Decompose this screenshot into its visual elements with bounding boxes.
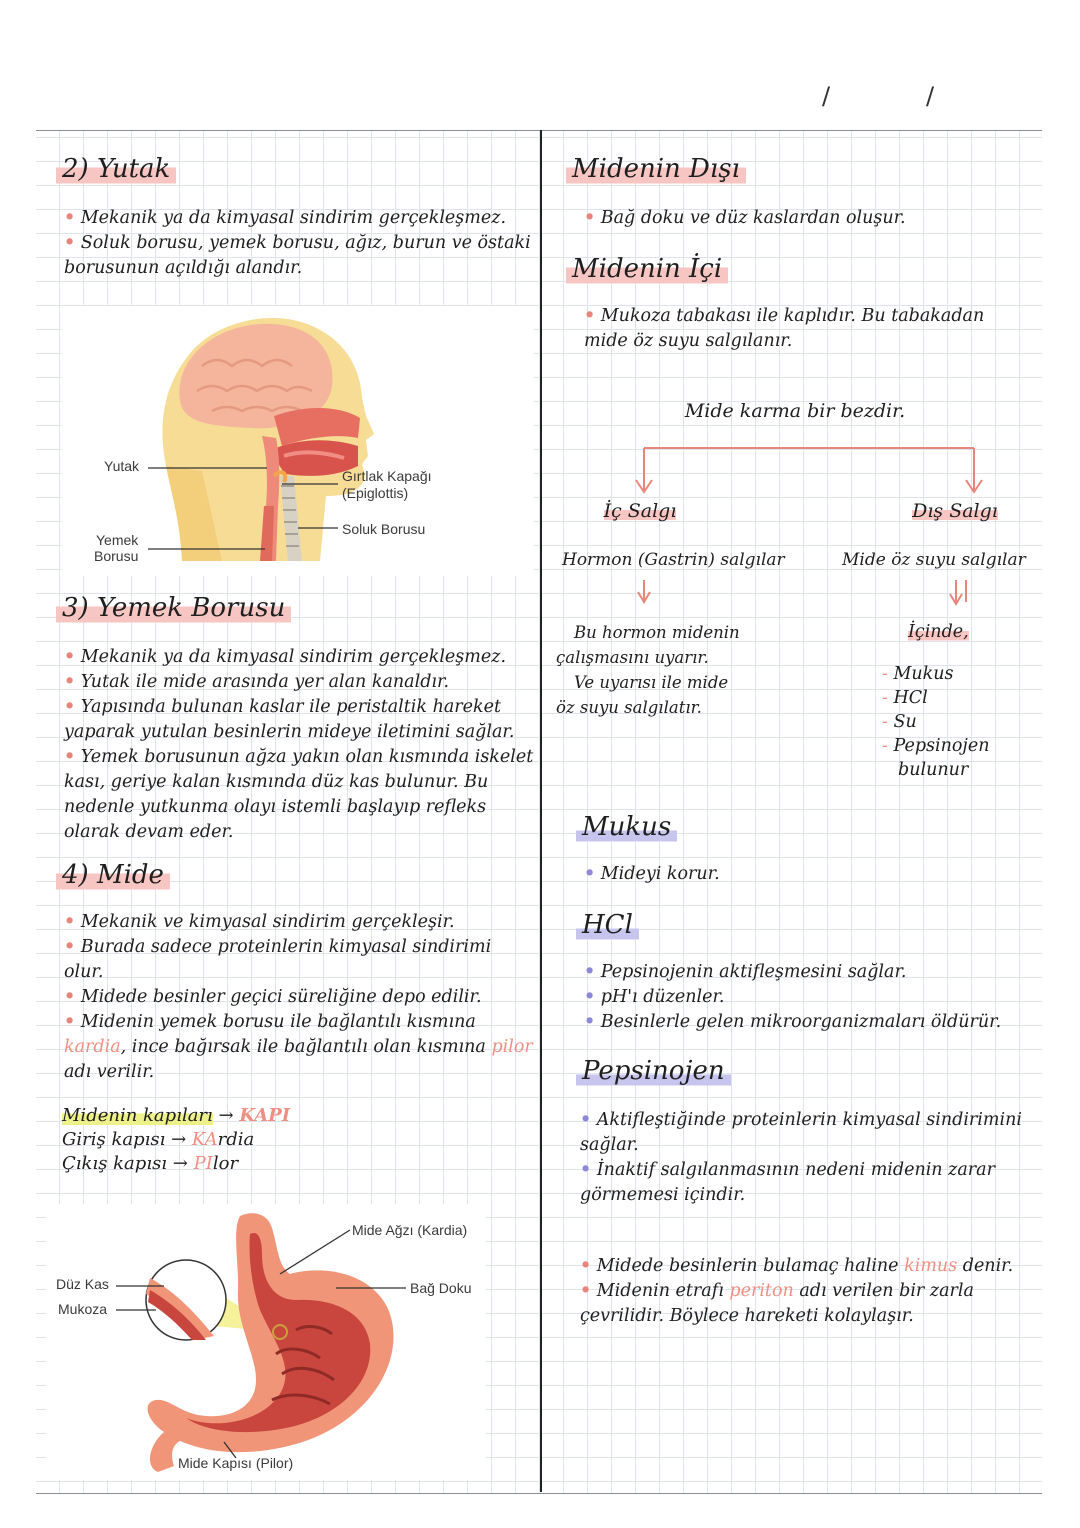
kapilar-arrow: → bbox=[218, 1105, 234, 1126]
dis-salgi-heading bbox=[900, 500, 1010, 522]
ici-bullet-1: Mukoza tabakası ile kaplıdır. Bu tabakadan mide öz suyu salgılanır. bbox=[584, 306, 985, 351]
icinde-item-2: HCl bbox=[893, 688, 928, 708]
dis-salgi-label: Dış Salgı bbox=[912, 500, 998, 522]
cikis-kapisi: Çıkış kapısı → bbox=[62, 1153, 188, 1174]
mukus-notes: • Mideyi korur. bbox=[584, 864, 720, 884]
mide-bullet-2: Burada sadece proteinlerin kimyasal sindirimi olur. bbox=[64, 937, 492, 982]
hcl-bullet-1: Pepsinojenin aktifleşmesini sağlar. bbox=[600, 962, 907, 982]
icinde-item-1: Mukus bbox=[893, 664, 954, 684]
ic-detail-3: Ve uyarısı ile mide bbox=[574, 673, 729, 692]
label-mukoza: Mukoza bbox=[58, 1301, 108, 1317]
ic-detail-2: çalışmasını uyarır. bbox=[556, 648, 709, 667]
ic-salgi-heading bbox=[580, 500, 700, 522]
disi-bullet-1: Bağ doku ve düz kaslardan oluşur. bbox=[600, 208, 906, 228]
heading-pepsinojen: Pepsinojen bbox=[576, 1054, 731, 1088]
icinde-item-3: Su bbox=[893, 712, 917, 732]
heading-yemek-borusu: 3) Yemek Borusu bbox=[56, 591, 291, 625]
kimus-pre: Midede besinlerin bulamaç haline bbox=[596, 1256, 899, 1276]
hcl-bullet-3: Besinlerle gelen mikroorganizmaları öldürür. bbox=[600, 1012, 1002, 1032]
kimus-periton-notes: • Midede besinlerin bulamaç haline kimus denir. • Midenin etrafı periton adı verilen bir zarla çevrilidir. Böylece hareketi kolaylaşır. bbox=[580, 1256, 1014, 1326]
yemek-borusu-bullet-3: Yapısında bulunan kaslar ile peristaltik hareket yaparak yutulan besinlerin mideye iletimini sağlar. bbox=[64, 697, 515, 742]
giris-kapisi: Giriş kapısı → bbox=[62, 1129, 187, 1150]
kardia-pre: Midenin yemek borusu ile bağlantılı kısmına bbox=[80, 1012, 476, 1032]
mide-bullet-1: Mekanik ve kimyasal sindirim gerçekleşir. bbox=[80, 912, 455, 932]
mide-notes: • Mekanik ve kimyasal sindirim gerçekleşir. • Burada sadece proteinlerin kimyasal sindirimi olur. • Midede besinler geçici süreliğine depo edilir. • Midenin yemek borusu ile bağlantılı kısmına kardia, ince bağırsak ile bağlantılı olan kısmına pilor adı verilir. bbox=[64, 912, 533, 1082]
heading-hcl: HCl bbox=[576, 908, 639, 942]
ic-detail-1: Bu hormon midenin bbox=[574, 623, 740, 642]
hcl-bullet-2: pH'ı düzenler. bbox=[600, 987, 725, 1007]
yutak-notes: • Mekanik ya da kimyasal sindirim gerçekleşmez. • Soluk borusu, yemek borusu, ağız, burun ve östaki borusunun açıldığı alandır. bbox=[64, 208, 531, 278]
periton-term: periton bbox=[729, 1281, 794, 1301]
ic-salgi-desc: Hormon (Gastrin) salgılar bbox=[562, 550, 785, 570]
yemek-borusu-notes: • Mekanik ya da kimyasal sindirim gerçekleşmez. • Yutak ile mide arasında yer alan kanaldır. • Yapısında bulunan kaslar ile peristaltik hareket yaparak yutulan besinlerin mideye iletimini sağlar. • Yemek borusunun ağza yakın olan kısmında iskelet kası, geriye kalan kısmında düz kas bulunur. Bu nedenle yutkunma olayı istemli başlayıp refleks olarak devam eder. bbox=[64, 647, 534, 842]
kapilar-title: Midenin kapıları bbox=[62, 1105, 213, 1126]
column-divider bbox=[540, 130, 542, 1492]
ic-detail-4: öz suyu salgılatır. bbox=[556, 698, 702, 717]
icinde-item-4: Pepsinojen bbox=[893, 736, 990, 756]
giris-rest: rdia bbox=[217, 1129, 255, 1150]
heading-midenin-disi: Midenin Dışı bbox=[566, 152, 746, 186]
hcl-notes: • Pepsinojenin aktifleşmesini sağlar. • pH'ı düzenler. • Besinlerle gelen mikroorganizmaları öldürür. bbox=[584, 962, 1002, 1032]
cikis-hl: PI bbox=[193, 1153, 213, 1174]
date-slash-1: / bbox=[822, 82, 831, 110]
ic-salgi-label: İç Salgı bbox=[603, 500, 677, 522]
cikis-rest: lor bbox=[212, 1153, 239, 1174]
kardia-post: adı verilir. bbox=[64, 1062, 155, 1082]
kapilar-block bbox=[62, 1104, 522, 1176]
stomach-illustration bbox=[46, 1204, 486, 1480]
label-duz-kas: Düz Kas bbox=[56, 1276, 109, 1292]
yemek-borusu-bullet-4: Yemek borusunun ağza yakın olan kısmında iskelet kası, geriye kalan kısmında düz kas bulunur. Bu nedenle yutkunma olayı istemli başlayıp refleks olarak devam eder. bbox=[64, 747, 534, 842]
label-soluk-borusu: Soluk Borusu bbox=[342, 521, 426, 537]
bulunur-text: bulunur bbox=[898, 760, 969, 780]
karma-bez-note: Mide karma bir bezdir. bbox=[684, 400, 906, 422]
label-yemek: Yemek bbox=[96, 532, 139, 548]
label-epiglottis: (Epiglottis) bbox=[342, 485, 409, 501]
dis-salgi-desc: Mide öz suyu salgılar bbox=[842, 550, 1026, 570]
yutak-bullet-1: Mekanik ya da kimyasal sindirim gerçekleşmez. bbox=[80, 208, 507, 228]
kimus-term: kimus bbox=[904, 1256, 958, 1276]
yutak-bullet-2: Soluk borusu, yemek borusu, ağız, burun ve östaki borusunun açıldığı alandır. bbox=[64, 233, 531, 278]
mide-bullet-3: Midede besinler geçici süreliğine depo edilir. bbox=[80, 987, 482, 1007]
pepsinojen-notes: • Aktifleştiğinde proteinlerin kimyasal sindirimini sağlar. • İnaktif salgılanmasının nedeni midenin zarar görmemesi içindir. bbox=[580, 1110, 1022, 1205]
kapilar-mnemonic: KAPI bbox=[239, 1105, 291, 1126]
label-girtlak-kapagi: Gırtlak Kapağı bbox=[342, 468, 432, 484]
disi-notes: • Bağ doku ve düz kaslardan oluşur. bbox=[584, 208, 906, 228]
heading-mide: 4) Mide bbox=[56, 858, 170, 892]
head-diagram bbox=[62, 306, 534, 576]
heading-yutak: 2) Yutak bbox=[56, 152, 176, 186]
periton-pre: Midenin etrafı bbox=[596, 1281, 724, 1301]
kimus-post: denir. bbox=[962, 1256, 1014, 1276]
label-mide-agzi: Mide Ağzı (Kardia) bbox=[352, 1222, 468, 1238]
label-borusu: Borusu bbox=[94, 548, 139, 564]
heading-mukus: Mukus bbox=[576, 810, 677, 844]
ici-notes: • Mukoza tabakası ile kaplıdır. Bu tabakadan mide öz suyu salgılanır. bbox=[584, 306, 985, 351]
pilor-term: pilor bbox=[491, 1037, 533, 1057]
giris-hl: KA bbox=[191, 1129, 218, 1150]
stomach-diagram bbox=[46, 1204, 486, 1480]
kardia-mid: , ince bağırsak ile bağlantılı olan kısmına bbox=[120, 1037, 486, 1057]
mukus-bullet-1: Mideyi korur. bbox=[600, 864, 720, 884]
icinde-label: İçinde, bbox=[908, 622, 969, 642]
yemek-borusu-bullet-1: Mekanik ya da kimyasal sindirim gerçekleşmez. bbox=[80, 647, 507, 667]
branch-arrows bbox=[630, 440, 990, 610]
label-yutak: Yutak bbox=[104, 458, 140, 474]
kardia-term: kardia bbox=[64, 1037, 121, 1057]
date-slash-2: / bbox=[926, 82, 935, 110]
periton-post: adı verilen bir zarla çevrilidir. Böylece hareketi kolaylaşır. bbox=[580, 1281, 974, 1326]
heading-midenin-ici: Midenin İçi bbox=[566, 252, 728, 286]
label-mide-kapisi: Mide Kapısı (Pilor) bbox=[178, 1455, 294, 1471]
pepsinojen-bullet-2: İnaktif salgılanmasının nedeni midenin zarar görmemesi içindir. bbox=[580, 1160, 995, 1205]
yemek-borusu-bullet-2: Yutak ile mide arasında yer alan kanaldır. bbox=[80, 672, 450, 692]
label-bag-doku: Bağ Doku bbox=[410, 1280, 472, 1296]
pepsinojen-bullet-1: Aktifleştiğinde proteinlerin kimyasal sindirimini sağlar. bbox=[580, 1110, 1022, 1155]
ic-salgi-detail bbox=[556, 620, 776, 720]
icinde-block: İçinde, - Mukus - HCl - Su - Pepsinojen bulunur bbox=[882, 620, 1032, 782]
